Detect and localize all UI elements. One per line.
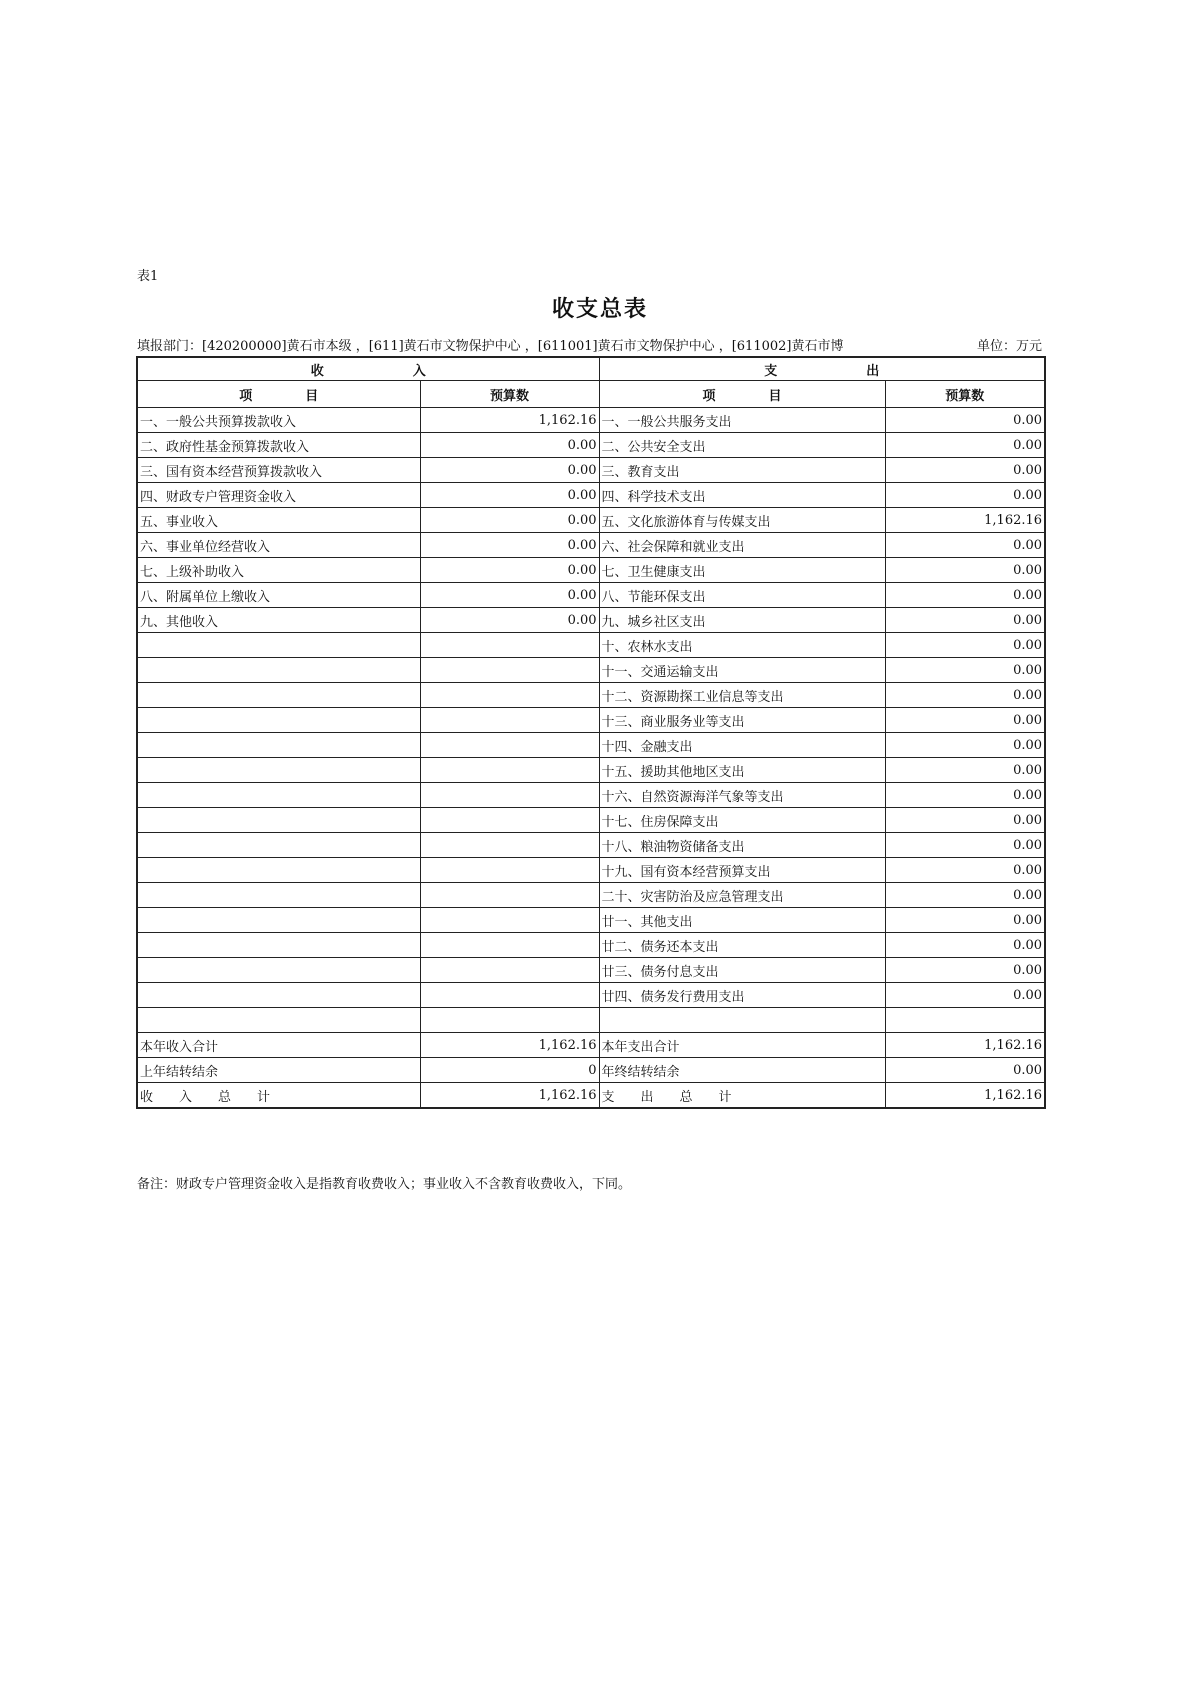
income-label-cell xyxy=(137,633,420,658)
table-row xyxy=(137,783,1045,808)
expense-label-cell: 十六、自然资源海洋气象等支出 xyxy=(599,783,885,808)
income-label-cell xyxy=(137,958,420,983)
table-row xyxy=(137,933,1045,958)
expense-value-cell: 0.00 xyxy=(885,683,1045,708)
income-value-cell xyxy=(420,683,599,708)
income-value-cell xyxy=(420,708,599,733)
table-row xyxy=(137,983,1045,1008)
table-row xyxy=(137,583,1045,608)
page-title: 收支总表 xyxy=(551,297,648,322)
expense-label-cell: 七、卫生健康支出 xyxy=(599,558,885,583)
expense-label-cell: 三、教育支出 xyxy=(599,458,885,483)
income-value-cell: 1,162.16 xyxy=(420,1083,599,1109)
income-label-cell: 上年结转结余 xyxy=(137,1058,420,1083)
expense-label-cell: 支 出 总 计 xyxy=(599,1083,885,1109)
expense-label-cell: 十二、资源勘探工业信息等支出 xyxy=(599,683,885,708)
footnote: 备注：财政专户管理资金收入是指教育收费收入；事业收入不含教育收费收入，下同。 xyxy=(137,1177,632,1192)
expense-label-cell: 十、农林水支出 xyxy=(599,633,885,658)
expense-value-cell: 1,162.16 xyxy=(885,1083,1045,1109)
income-label-cell: 一、一般公共预算拨款收入 xyxy=(137,408,420,433)
income-label-cell xyxy=(137,883,420,908)
expense-value-cell: 0.00 xyxy=(885,758,1045,783)
income-value-cell: 0.00 xyxy=(420,483,599,508)
income-value-cell xyxy=(420,833,599,858)
expense-label-cell: 十一、交通运输支出 xyxy=(599,658,885,683)
table-row xyxy=(137,1083,1045,1109)
income-value-cell: 0.00 xyxy=(420,558,599,583)
expense-value-cell: 0.00 xyxy=(885,408,1045,433)
table-row xyxy=(137,408,1045,433)
income-label-cell: 八、附属单位上缴收入 xyxy=(137,583,420,608)
expense-label-cell: 二、公共安全支出 xyxy=(599,433,885,458)
table-row xyxy=(137,733,1045,758)
expense-value-cell: 0.00 xyxy=(885,433,1045,458)
expense-label-cell: 十五、援助其他地区支出 xyxy=(599,758,885,783)
income-value-cell xyxy=(420,908,599,933)
income-value-cell xyxy=(420,633,599,658)
expense-value-cell: 0.00 xyxy=(885,733,1045,758)
income-value-cell xyxy=(420,808,599,833)
income-label-cell: 六、事业单位经营收入 xyxy=(137,533,420,558)
table-row xyxy=(137,483,1045,508)
expense-value-cell: 0.00 xyxy=(885,833,1045,858)
expense-label-cell: 本年支出合计 xyxy=(599,1033,885,1058)
income-value-cell xyxy=(420,658,599,683)
expense-label-cell: 十三、商业服务业等支出 xyxy=(599,708,885,733)
expense-value-cell xyxy=(885,1008,1045,1033)
table-row xyxy=(137,608,1045,633)
income-value-cell xyxy=(420,733,599,758)
expense-value-cell: 1,162.16 xyxy=(885,1033,1045,1058)
table-number: 表1 xyxy=(137,269,159,284)
table-row xyxy=(137,633,1045,658)
table-row xyxy=(137,958,1045,983)
table-row xyxy=(137,883,1045,908)
expense-value-cell: 0.00 xyxy=(885,483,1045,508)
expense-label-cell: 廿一、其他支出 xyxy=(599,908,885,933)
income-label-cell xyxy=(137,858,420,883)
expense-label-cell: 十四、金融支出 xyxy=(599,733,885,758)
table-row xyxy=(137,833,1045,858)
expense-value-cell: 0.00 xyxy=(885,583,1045,608)
expense-label-cell: 四、科学技术支出 xyxy=(599,483,885,508)
table-row xyxy=(137,808,1045,833)
expense-label-cell xyxy=(599,1008,885,1033)
income-value-cell: 0.00 xyxy=(420,583,599,608)
expense-value-cell: 0.00 xyxy=(885,958,1045,983)
income-label-cell: 七、上级补助收入 xyxy=(137,558,420,583)
income-label-cell xyxy=(137,833,420,858)
table-row xyxy=(137,858,1045,883)
expense-value-cell: 0.00 xyxy=(885,633,1045,658)
income-label-cell xyxy=(137,933,420,958)
income-label-cell xyxy=(137,1008,420,1033)
income-label-cell: 二、政府性基金预算拨款收入 xyxy=(137,433,420,458)
income-label-cell xyxy=(137,983,420,1008)
expense-label-cell: 二十、灾害防治及应急管理支出 xyxy=(599,883,885,908)
expense-label-cell: 六、社会保障和就业支出 xyxy=(599,533,885,558)
expense-value-cell: 0.00 xyxy=(885,608,1045,633)
expense-value-cell: 0.00 xyxy=(885,908,1045,933)
income-label-cell: 五、事业收入 xyxy=(137,508,420,533)
table-row xyxy=(137,1008,1045,1033)
expense-value-cell: 0.00 xyxy=(885,1058,1045,1083)
expense-label-cell: 廿四、债务发行费用支出 xyxy=(599,983,885,1008)
income-label-cell xyxy=(137,808,420,833)
income-value-cell: 0.00 xyxy=(420,433,599,458)
table-row xyxy=(137,533,1045,558)
table-row xyxy=(137,558,1045,583)
income-label-cell xyxy=(137,683,420,708)
income-value-cell: 0.00 xyxy=(420,508,599,533)
income-value-cell: 1,162.16 xyxy=(420,408,599,433)
expense-label-cell: 年终结转结余 xyxy=(599,1058,885,1083)
income-value-cell xyxy=(420,983,599,1008)
expense-value-cell: 0.00 xyxy=(885,933,1045,958)
table-row xyxy=(137,658,1045,683)
income-label-cell xyxy=(137,658,420,683)
expense-budget-header: 预算数 xyxy=(885,381,1045,408)
table-row xyxy=(137,708,1045,733)
table-row xyxy=(137,758,1045,783)
income-value-cell xyxy=(420,883,599,908)
income-label-cell xyxy=(137,708,420,733)
income-label-cell: 九、其他收入 xyxy=(137,608,420,633)
expense-label-cell: 八、节能环保支出 xyxy=(599,583,885,608)
expense-label-cell: 十八、粮油物资储备支出 xyxy=(599,833,885,858)
income-label-cell xyxy=(137,908,420,933)
income-label-cell xyxy=(137,758,420,783)
income-value-cell xyxy=(420,933,599,958)
table-row xyxy=(137,1058,1045,1083)
reporting-department: 填报部门：[420200000]黄石市本级 ，[611]黄石市文物保护中心 ，[611001]黄石市文物保护中心 ，[611002]黄石市博 xyxy=(137,339,844,354)
expense-value-cell: 0.00 xyxy=(885,858,1045,883)
income-value-cell: 0.00 xyxy=(420,458,599,483)
budget-summary-table xyxy=(136,356,1046,1109)
unit-label: 单位：万元 xyxy=(976,339,1042,354)
expense-value-cell: 0.00 xyxy=(885,783,1045,808)
expense-value-cell: 0.00 xyxy=(885,533,1045,558)
expense-section-header: 支 出 xyxy=(599,357,1045,381)
expense-value-cell: 0.00 xyxy=(885,658,1045,683)
expense-value-cell: 0.00 xyxy=(885,883,1045,908)
table-row xyxy=(137,908,1045,933)
expense-value-cell: 1,162.16 xyxy=(885,508,1045,533)
expense-item-header: 项 目 xyxy=(599,381,885,408)
income-budget-header: 预算数 xyxy=(420,381,599,408)
income-value-cell: 0 xyxy=(420,1058,599,1083)
table-row xyxy=(137,683,1045,708)
expense-label-cell: 九、城乡社区支出 xyxy=(599,608,885,633)
income-label-cell xyxy=(137,783,420,808)
income-value-cell xyxy=(420,758,599,783)
income-section-header: 收 入 xyxy=(137,357,599,381)
expense-value-cell: 0.00 xyxy=(885,558,1045,583)
expense-value-cell: 0.00 xyxy=(885,708,1045,733)
income-value-cell xyxy=(420,958,599,983)
income-value-cell xyxy=(420,1008,599,1033)
income-value-cell: 1,162.16 xyxy=(420,1033,599,1058)
expense-value-cell: 0.00 xyxy=(885,458,1045,483)
expense-label-cell: 十七、住房保障支出 xyxy=(599,808,885,833)
expense-label-cell: 十九、国有资本经营预算支出 xyxy=(599,858,885,883)
income-item-header: 项 目 xyxy=(137,381,420,408)
income-label-cell: 本年收入合计 xyxy=(137,1033,420,1058)
table-row xyxy=(137,458,1045,483)
expense-label-cell: 廿三、债务付息支出 xyxy=(599,958,885,983)
income-value-cell xyxy=(420,858,599,883)
income-label-cell: 四、财政专户管理资金收入 xyxy=(137,483,420,508)
income-value-cell xyxy=(420,783,599,808)
income-label-cell xyxy=(137,733,420,758)
table-row xyxy=(137,433,1045,458)
expense-label-cell: 一、一般公共服务支出 xyxy=(599,408,885,433)
expense-label-cell: 五、文化旅游体育与传媒支出 xyxy=(599,508,885,533)
table-row xyxy=(137,508,1045,533)
table-row xyxy=(137,1033,1045,1058)
income-value-cell: 0.00 xyxy=(420,533,599,558)
expense-label-cell: 廿二、债务还本支出 xyxy=(599,933,885,958)
income-label-cell: 三、国有资本经营预算拨款收入 xyxy=(137,458,420,483)
table-body xyxy=(137,408,1045,1109)
income-label-cell: 收 入 总 计 xyxy=(137,1083,420,1109)
income-value-cell: 0.00 xyxy=(420,608,599,633)
expense-value-cell: 0.00 xyxy=(885,808,1045,833)
expense-value-cell: 0.00 xyxy=(885,983,1045,1008)
